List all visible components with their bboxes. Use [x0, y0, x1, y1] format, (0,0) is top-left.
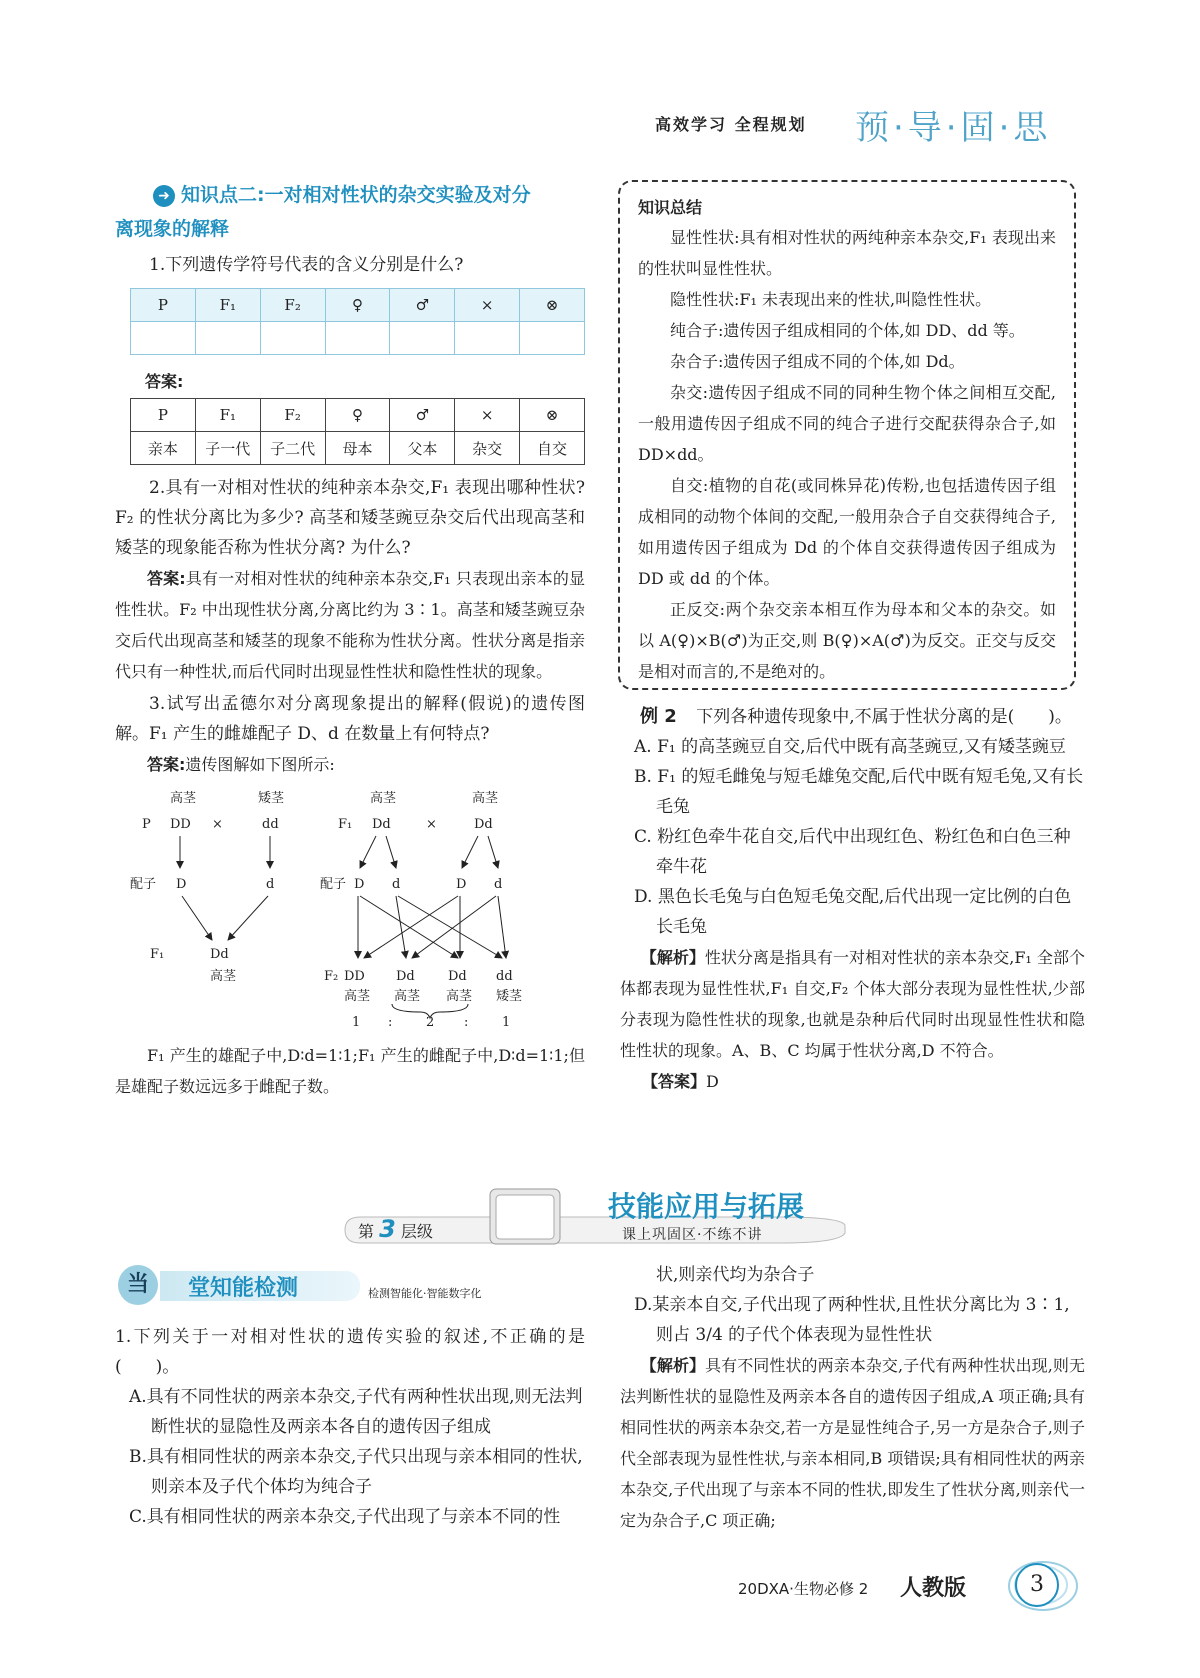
symbol-cell: ×	[455, 289, 520, 322]
summary-item: 纯合子:遗传因子组成相同的个体,如 DD、dd 等。	[670, 321, 1025, 340]
diagram-text: Dd	[448, 969, 467, 984]
diagram-text: :	[464, 1015, 469, 1030]
symbol-table-question	[130, 288, 585, 355]
section-tagline: 检测智能化·智能数字化	[368, 1287, 482, 1300]
symbol-cell: ♀	[325, 289, 390, 322]
summary-item: 杂交:遗传因子组成不同的同种生物个体之间相互交配,一般用遗传因子组成不同的纯合子进行交配获得杂合子,如 DD×dd。	[638, 383, 1056, 464]
answer-label: 答案:	[145, 372, 184, 391]
meaning-cell: 杂交	[455, 432, 520, 465]
section-badge: 当	[118, 1265, 158, 1305]
question-2: 2.具有一对相对性状的纯种亲本杂交,F₁ 表现出哪种性状? F₂ 的性状分离比为多少? 高茎和矮茎豌豆杂交后代出现高茎和矮茎的现象能否称为性状分离? 为什么?	[115, 478, 585, 558]
example-2	[620, 702, 1085, 1097]
summary-item: 正反交:两个杂交亲本相互作为母本和父本的杂交。如以 A(♀)×B(♂)为正交,则 B(♀)×A(♂)为反交。正交与反交是相对而言的,不是绝对的。	[638, 600, 1056, 681]
diagram-text: Dd	[474, 817, 493, 832]
option-a: A.具有不同性状的两亲本杂交,子代有两种性状出现,则无法判断性状的显隐性及两亲本各自的遗传因子组成	[129, 1387, 583, 1437]
page-number: 3	[1015, 1563, 1059, 1607]
symbol-cell: ♀	[325, 399, 390, 432]
diagram-text: D	[456, 877, 467, 892]
diagram-text: P	[142, 817, 151, 832]
diagram-text: dd	[262, 817, 279, 832]
diagram-text: Dd	[372, 817, 391, 832]
footer-book: 20DXA·生物必修 2	[738, 1580, 869, 1598]
diagram-text: 高茎	[472, 791, 499, 806]
example-analysis: 【解析】性状分离是指具有一对相对性状的亲本杂交,F₁ 全部个体都表现为显性性状,F₁ 自交,F₂ 个体大部分表现为显性性状,少部分表现为隐性性状的现象,也就是杂种后代同时出现显性性状和隐性性状的现象。A、B、C 均属于性状分离,D 不符合。	[620, 948, 1085, 1060]
diagram-text: ×	[212, 817, 223, 832]
diagram-text: DD	[344, 969, 365, 984]
left-column	[115, 180, 585, 780]
option-d: D.某亲本自交,子代出现了两种性状,且性状分离比为 3∶1,则占 3/4 的子代个体表现为显性性状	[634, 1295, 1070, 1345]
meaning-cell: 亲本	[131, 432, 196, 465]
section-title-2: 堂知能检测	[188, 1276, 299, 1301]
option-d: D. 黑色长毛兔与白色短毛兔交配,后代出现一定比例的白色长毛兔	[634, 887, 1072, 937]
level-banner	[340, 1185, 860, 1255]
diagram-text: DD	[170, 817, 191, 832]
summary-item: 隐性性状:F₁ 未表现出来的性状,叫隐性性状。	[670, 290, 992, 309]
header-left: 高效学习 全程规划	[655, 115, 807, 134]
answer-3: 答案:遗传图解如下图所示:	[147, 755, 335, 774]
diagram-text: F₂	[324, 969, 339, 984]
example-answer: 【答案】D	[642, 1072, 719, 1091]
symbol-cell: ⊗	[520, 399, 585, 432]
diagram-text: dd	[496, 969, 513, 984]
diagram-text: 高茎	[210, 969, 237, 984]
diagram-text: :	[388, 1015, 393, 1030]
summary-item: 杂合子:遗传因子组成不同的个体,如 Dd。	[670, 352, 965, 371]
diagram-text: 高茎	[170, 791, 197, 806]
diagram-text: 2	[426, 1015, 435, 1030]
diagram-text: 高茎	[370, 791, 397, 806]
option-c: C. 粉红色牵牛花自交,后代中出现红色、粉红色和白色三种牵牛花	[634, 827, 1071, 877]
symbol-cell: ♂	[390, 399, 455, 432]
option-c: C.具有相同性状的两亲本杂交,子代出现了与亲本不同的性	[129, 1507, 561, 1527]
banner-title: 技能应用与拓展	[608, 1190, 805, 1223]
question-stem: 1.下列关于一对相对性状的遗传实验的叙述,不正确的是( )。	[115, 1327, 585, 1377]
answer-2: 答案:具有一对相对性状的纯种亲本杂交,F₁ 只表现出亲本的显性性状。F₂ 中出现性状分离,分离比约为 3∶1。高茎和矮茎豌豆杂交后代出现高茎和矮茎的现象不能称为性状分离。性状分离是指亲代只有一种性状,而后代同时出现显性性状和隐性性状的现象。	[115, 569, 585, 681]
symbol-cell: F₂	[260, 289, 325, 322]
meaning-cell: 母本	[325, 432, 390, 465]
option-b: B. F₁ 的短毛雌兔与短毛雄兔交配,后代中既有短毛兔,又有长毛兔	[634, 767, 1084, 817]
diagram-text: F₁	[150, 947, 165, 962]
diagram-text: 1	[352, 1015, 361, 1030]
footer-edition: 人教版	[900, 1576, 967, 1601]
diagram-text: 高茎	[394, 989, 421, 1004]
banner-subtitle: 课上巩固区·不练不讲	[622, 1227, 763, 1243]
diagram-text: 矮茎	[496, 989, 523, 1004]
option-c-cont: 状,则亲代均为杂合子	[656, 1265, 815, 1285]
arrow-right-icon: ➜	[153, 185, 175, 207]
bottom-right	[620, 1260, 1085, 1536]
symbol-cell: F₁	[195, 399, 260, 432]
bottom-analysis: 【解析】具有不同性状的两亲本杂交,子代有两种性状出现,则无法判断性状的显隐性及两亲本各自的遗传因子组成,A 项正确;具有相同性状的两亲本杂交,若一方是显性纯合子,另一方是杂合子,则子代全部表现为显性性状,与亲本相同,B 项错误;具有相同性状的两亲本杂交,子代出现了与亲本不同的性状,即发生了性状分离,则亲代一定为杂合子,C 项正确;	[620, 1356, 1085, 1530]
meaning-cell: 自交	[520, 432, 585, 465]
diagram-text: Dd	[210, 947, 229, 962]
symbol-cell: F₁	[195, 289, 260, 322]
diagram-text: 矮茎	[258, 791, 285, 806]
symbol-cell: P	[131, 399, 196, 432]
summary-title: 知识总结	[638, 198, 703, 217]
summary-item: 显性性状:具有相对性状的两纯种亲本杂交,F₁ 表现出来的性状叫显性性状。	[638, 228, 1056, 278]
diagram-text: 1	[502, 1015, 511, 1030]
header-right: 预·导·固·思	[855, 108, 1052, 148]
option-b: B.具有相同性状的两亲本杂交,子代只出现与亲本相同的性状,则亲本及子代个体均为纯合子	[129, 1447, 583, 1497]
diagram-text: D	[176, 877, 187, 892]
diagram-text: Dd	[396, 969, 415, 984]
symbol-cell: ♂	[390, 289, 455, 322]
diagram-text: d	[494, 877, 503, 892]
summary-item: 自交:植物的自花(或同株异花)传粉,也包括遗传因子组成相同的动物个体间的交配,一般用杂合子自交获得纯合子,如用遗传因子组成为 Dd 的个体自交获得遗传因子组成为 DD 或 dd 的个体。	[638, 476, 1056, 588]
answer-3-tail: F₁ 产生的雄配子中,D∶d=1∶1;F₁ 产生的雌配子中,D∶d=1∶1;但是雄配子数远远多于雌配子数。	[115, 1046, 585, 1096]
diagram-text: ×	[426, 817, 437, 832]
symbol-cell: ⊗	[520, 289, 585, 322]
genetic-diagram	[130, 790, 590, 1030]
diagram-text: d	[392, 877, 401, 892]
diagram-text: 配子	[320, 877, 347, 892]
diagram-text: D	[354, 877, 365, 892]
section-title-cont: 离现象的解释	[115, 218, 230, 240]
meaning-cell: 子二代	[260, 432, 325, 465]
symbol-cell: ×	[455, 399, 520, 432]
diagram-text: 高茎	[344, 989, 371, 1004]
meaning-cell: 父本	[390, 432, 455, 465]
symbol-cell: F₂	[260, 399, 325, 432]
question-3: 3.试写出孟德尔对分离现象提出的解释(假说)的遗传图解。F₁ 产生的雌雄配子 D、d 在数量上有何特点?	[115, 694, 585, 744]
section-title: ➜ 知识点二:一对相对性状的杂交实验及对分	[115, 180, 585, 210]
meaning-cell: 子一代	[195, 432, 260, 465]
diagram-text: d	[266, 877, 275, 892]
knowledge-summary-box	[618, 180, 1076, 690]
question-1: 1.下列遗传学符号代表的含义分别是什么?	[149, 255, 464, 275]
section-header	[118, 1265, 588, 1309]
diagram-text: 配子	[130, 877, 157, 892]
symbol-table-answer	[130, 398, 585, 465]
level-indicator: 第 3 层级	[358, 1215, 433, 1243]
example-stem: 例 2 下列各种遗传现象中,不属于性状分离的是( )。	[640, 706, 1072, 727]
symbol-cell: P	[131, 289, 196, 322]
bottom-question	[115, 1322, 585, 1532]
option-a: A. F₁ 的高茎豌豆自交,后代中既有高茎豌豆,又有矮茎豌豆	[634, 737, 1066, 757]
diagram-text: 高茎	[446, 989, 473, 1004]
diagram-text: F₁	[338, 817, 353, 832]
